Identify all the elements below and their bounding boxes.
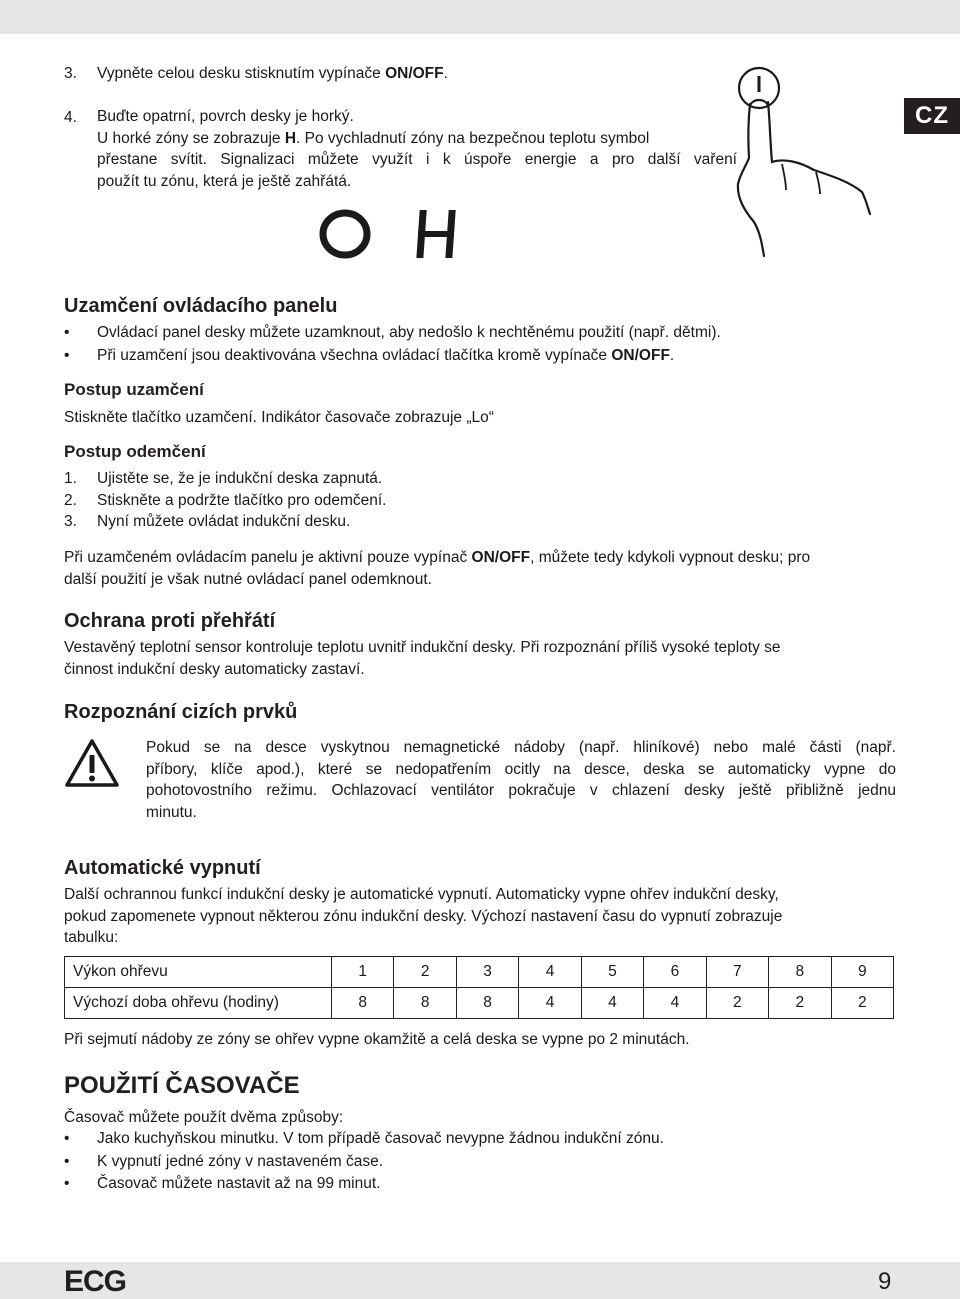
h-symbol-icon [416, 210, 455, 258]
table-row [65, 988, 894, 1019]
list-item-text: Časovač můžete nastavit až na 99 minut. [97, 1175, 381, 1192]
step-3-text-a: Vypněte celou desku stisknutím vypínače [97, 65, 386, 82]
table-row [65, 957, 894, 988]
list-item [64, 468, 387, 490]
step-3-text [97, 63, 448, 85]
paragraph-line: minutu. [146, 803, 197, 821]
lock-bullets [64, 322, 721, 367]
unlock-procedure-title: Postup odemčení [64, 442, 206, 461]
page-number: 9 [878, 1268, 892, 1295]
paragraph-line: příbory, klíče apod.), které se nedopatřením ocitly na desce, deska se automaticky vypne do [146, 760, 896, 778]
paragraph-line: tabulku: [64, 929, 119, 946]
lock-procedure-title: Postup uzamčení [64, 380, 204, 399]
step-4-line: Buďte opatrní, povrch desky je horký. [97, 108, 354, 125]
timer-bullets [64, 1128, 664, 1196]
lock-note-a: Při uzamčeném ovládacím panelu je aktivní pouze vypínač [64, 549, 472, 566]
paragraph-line: Vestavěný teplotní sensor kontroluje teplotu uvnitř indukční desky. Při rozpoznání příliš vysoké teploty se [64, 639, 781, 656]
paragraph-line: Pokud se na desce vyskytnou nemagnetické nádoby (např. hliníkové) nebo malé části (např. [146, 739, 896, 756]
unlock-steps [64, 468, 387, 533]
step-4-text [97, 106, 737, 192]
list-item [64, 511, 387, 533]
list-item: • Ovládací panel desky můžete uzamknout, aby nedošlo k nechtěnému použití (např. dětmi). [64, 324, 721, 341]
section-title-timer: POUŽITÍ ČASOVAČE [64, 1072, 300, 1099]
table-cell: 8 [394, 988, 456, 1019]
list-item-text: Jako kuchyňskou minutku. V tom případě časovač nevypne žádnou indukční zónu. [97, 1130, 664, 1147]
brand-logo: ECG [64, 1265, 127, 1298]
foreign-text [146, 737, 896, 823]
display-symbols-illustration [318, 206, 466, 262]
bottom-bar [0, 1262, 960, 1299]
lock-note [64, 547, 904, 590]
step-text: Nyní můžete ovládat indukční desku. [97, 513, 351, 530]
list-item: • Časovač můžete nastavit až na 99 minut. [64, 1175, 381, 1192]
table-cell: 8 [769, 957, 831, 988]
overheat-text [64, 637, 904, 680]
table-cell: 4 [519, 957, 581, 988]
section-title-auto-off: Automatické vypnutí [64, 857, 261, 879]
step-4-line: přestane svítit. Signalizaci můžete využít i k úspoře energie a pro další vaření [97, 151, 737, 168]
auto-off-table [64, 956, 894, 1019]
lock-note-line: další použití je však nutné ovládací panel odemknout. [64, 570, 432, 588]
h-symbol-label: H [284, 129, 297, 147]
paragraph-line: pokud zapomenete vypnout některou zónu indukční desky. Výchozí nastavení času do vypnutí zobrazuje [64, 907, 783, 925]
lock-note-line [64, 547, 904, 569]
table-cell: 2 [394, 957, 456, 988]
step-text: Stiskněte a podržte tlačítko pro odemčení. [97, 491, 387, 509]
table-cell: 8 [456, 988, 518, 1019]
table-cell: 2 [831, 988, 894, 1019]
list-item-text: Při uzamčení jsou deaktivována všechna ovládací tlačítka kromě vypínače [97, 346, 612, 364]
top-bar [0, 0, 960, 34]
table-cell: 2 [706, 988, 768, 1019]
table-cell: 9 [831, 957, 894, 988]
list-item-text-end: . [669, 346, 675, 364]
table-cell: 3 [456, 957, 518, 988]
table-cell: 1 [332, 957, 394, 988]
step-number: 4. [64, 109, 77, 126]
table-row-label: Výchozí doba ohřevu (hodiny) [65, 988, 332, 1019]
section-title-foreign: Rozpoznání cizích prvků [64, 701, 298, 723]
list-item [64, 490, 387, 512]
list-item: • Jako kuchyňskou minutku. V tom případě časovač nevypne žádnou indukční zónu. [64, 1130, 664, 1147]
step-text: Ujistěte se, že je indukční deska zapnutá. [97, 470, 383, 487]
auto-off-text [64, 884, 904, 949]
table-cell: 4 [519, 988, 581, 1019]
step-number: 1. [64, 470, 77, 487]
step-number: 3. [64, 513, 77, 530]
step-4-line [97, 128, 737, 150]
on-off-label: ON/OFF [385, 65, 444, 82]
table-cell: 8 [332, 988, 394, 1019]
table-cell: 4 [581, 988, 643, 1019]
warning-icon [64, 738, 120, 788]
step-number: 2. [64, 491, 77, 509]
table-cell: 7 [706, 957, 768, 988]
on-off-label: ON/OFF [471, 549, 531, 566]
step-4-line-b: . Po vychladnutí zóny na bezpečnou teplotu symbol [296, 129, 650, 147]
section-title-overheat: Ochrana proti přehřátí [64, 610, 276, 632]
table-cell: 6 [644, 957, 706, 988]
list-item: • K vypnutí jedné zóny v nastaveném čase. [64, 1152, 384, 1170]
table-cell: 5 [581, 957, 643, 988]
on-off-label: ON/OFF [611, 346, 670, 364]
auto-off-after-text: Při sejmutí nádoby ze zóny se ohřev vypne okamžitě a celá deska se vypne po 2 minutách. [64, 1031, 690, 1048]
step-number: 3. [64, 65, 77, 82]
o-symbol-icon [323, 213, 367, 255]
paragraph-line: pohotovostního režimu. Ochlazovací ventilátor pokračuje v chlazení desky ještě přibližně jednu [146, 782, 896, 799]
lock-procedure-text: Stiskněte tlačítko uzamčení. Indikátor časovače zobrazuje „Lo“ [64, 409, 494, 426]
list-item-text: Ovládací panel desky můžete uzamknout, aby nedošlo k nechtěnému použití (např. dětmi). [97, 324, 721, 341]
list-item-text: K vypnutí jedné zóny v nastaveném čase. [97, 1152, 384, 1170]
list-item: • Při uzamčení jsou deaktivována všechna ovládací tlačítka kromě vypínače ON/OFF. [64, 346, 675, 364]
step-3-text-end: . [443, 65, 448, 82]
lock-note-b: , můžete tedy kdykoli vypnout desku; pro [530, 549, 811, 566]
table-cell: 4 [644, 988, 706, 1019]
hand-press-icon [722, 62, 874, 258]
section-title-lock: Uzamčení ovládacího panelu [64, 295, 338, 317]
step-4-line: použít tu zónu, která je ještě zahřátá. [97, 172, 352, 190]
step-4-line-a: U horké zóny se zobrazuje [97, 129, 285, 147]
table-row-label: Výkon ohřevu [65, 957, 332, 988]
language-badge: CZ [904, 98, 960, 134]
table-cell: 2 [769, 988, 831, 1019]
paragraph-line: Další ochrannou funkcí indukční desky je automatické vypnutí. Automaticky vypne ohřev indukční desky, [64, 886, 779, 903]
timer-intro: Časovač můžete použít dvěma způsoby: [64, 1109, 344, 1126]
paragraph-line: činnost indukční desky automaticky zastaví. [64, 660, 365, 678]
